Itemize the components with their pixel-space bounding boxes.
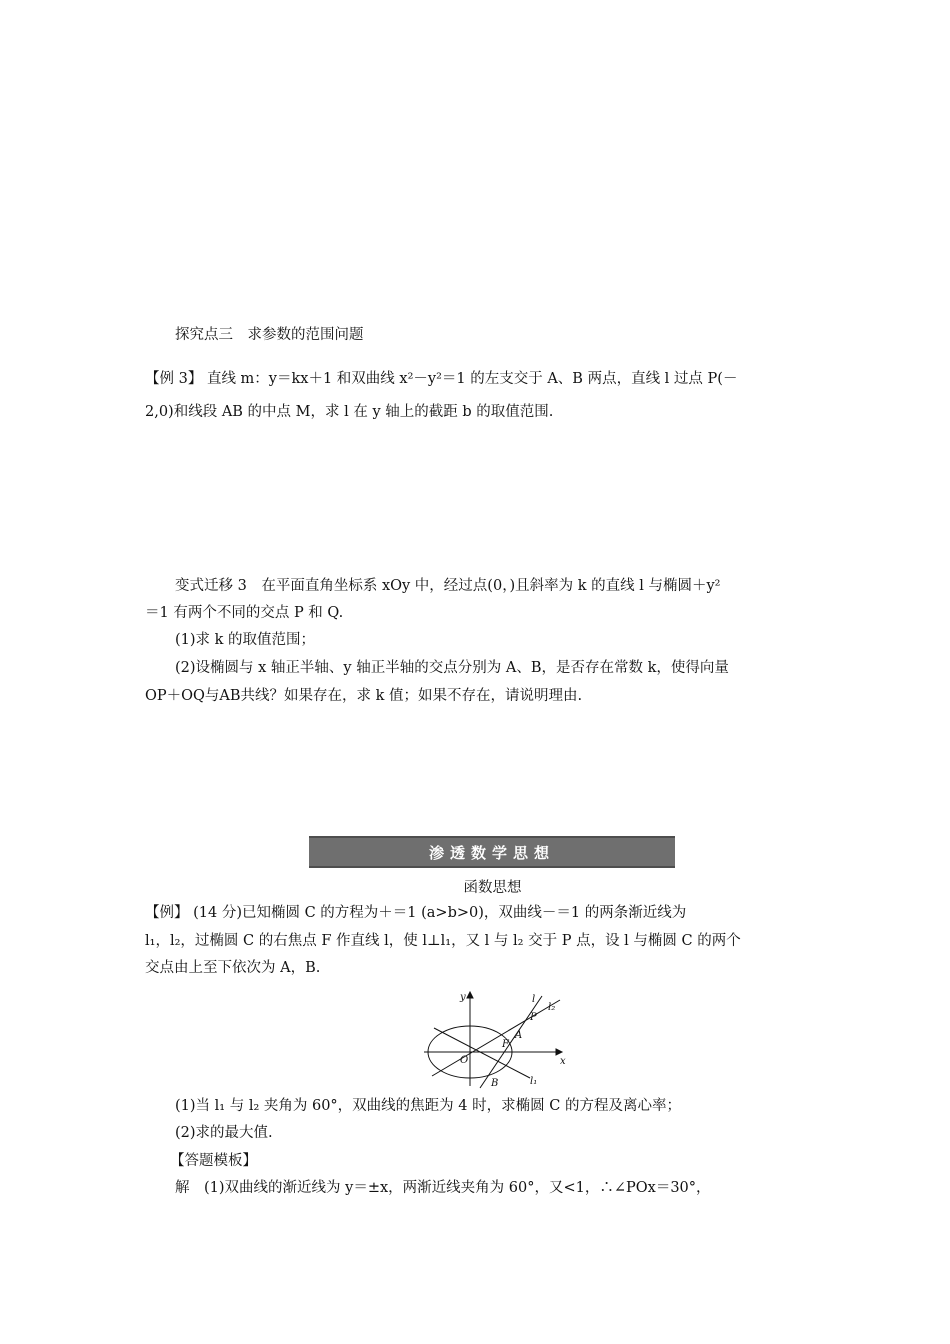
section-title-explore3: 探究点三 求参数的范围问题 bbox=[175, 327, 364, 343]
thinking-example-line2: l₁，l₂，过椭圆 C 的右焦点 F 作直线 l，使 l⊥l₁，又 l 与 l₂ 交于 P 点，设 l 与椭圆 C 的两个 bbox=[145, 933, 741, 949]
banner-title: 渗透数学思想 bbox=[428, 843, 555, 862]
figure-label-p: P bbox=[530, 1012, 537, 1023]
thinking-question1: (1)当 l₁ 与 l₂ 夹角为 60°，双曲线的焦距为 4 时，求椭圆 C 的方程及离心率； bbox=[175, 1098, 681, 1114]
thinking-example-line1: 【例】 (14 分)已知椭圆 C 的方程为＋＝1 (a>b>0)，双曲线－＝1 的两条渐近线为 bbox=[145, 905, 687, 921]
figure-label-x: x bbox=[560, 1056, 566, 1067]
figure-label-l2: l₂ bbox=[548, 1002, 556, 1013]
variant3-question1: (1)求 k 的取值范围； bbox=[175, 632, 316, 648]
example3-text-line1: 【例 3】 直线 m：y＝kx＋1 和双曲线 x²－y²＝1 的左支交于 A、B 两点，直线 l 过点 P(－ bbox=[145, 371, 738, 387]
figure-label-o: O bbox=[460, 1055, 469, 1066]
figure-y-axis-arrow bbox=[467, 992, 473, 998]
figure-label-f: F bbox=[502, 1039, 509, 1050]
variant3-text-line1: 变式迁移 3 在平面直角坐标系 xOy 中，经过点(0，)且斜率为 k 的直线 l 与椭圆＋y² bbox=[175, 578, 721, 594]
example3-text-line2: 2,0)和线段 AB 的中点 M，求 l 在 y 轴上的截距 b 的取值范围. bbox=[145, 404, 554, 420]
thinking-subtitle: 函数思想 bbox=[463, 880, 522, 896]
section-banner bbox=[309, 836, 675, 868]
figure-label-b: B bbox=[491, 1078, 499, 1089]
solution-line1: 解 (1)双曲线的渐近线为 y＝±x，两渐近线夹角为 60°，又<1，∴∠POx＝30°， bbox=[175, 1180, 711, 1196]
thinking-example-line3: 交点由上至下依次为 A，B. bbox=[145, 960, 321, 976]
figure-label-y: y bbox=[460, 992, 466, 1003]
variant3-text-line2: ＝1 有两个不同的交点 P 和 Q. bbox=[145, 605, 344, 621]
figure-label-a: A bbox=[515, 1030, 523, 1041]
thinking-question2: (2)求的最大值. bbox=[175, 1125, 273, 1141]
figure-label-l1: l₁ bbox=[530, 1076, 538, 1087]
answer-template-heading: 【答题模板】 bbox=[170, 1153, 257, 1169]
variant3-question2-line1: (2)设椭圆与 x 轴正半轴、y 轴正半轴的交点分别为 A、B，是否存在常数 k，使得向量 bbox=[175, 660, 729, 676]
figure-label-l: l bbox=[532, 994, 536, 1005]
ellipse-hyperbola-figure bbox=[420, 990, 570, 1090]
variant3-question2-line2: OP＋OQ与AB共线？如果存在，求 k 值；如果不存在，请说明理由. bbox=[145, 688, 583, 704]
figure-x-axis-arrow bbox=[556, 1049, 562, 1055]
